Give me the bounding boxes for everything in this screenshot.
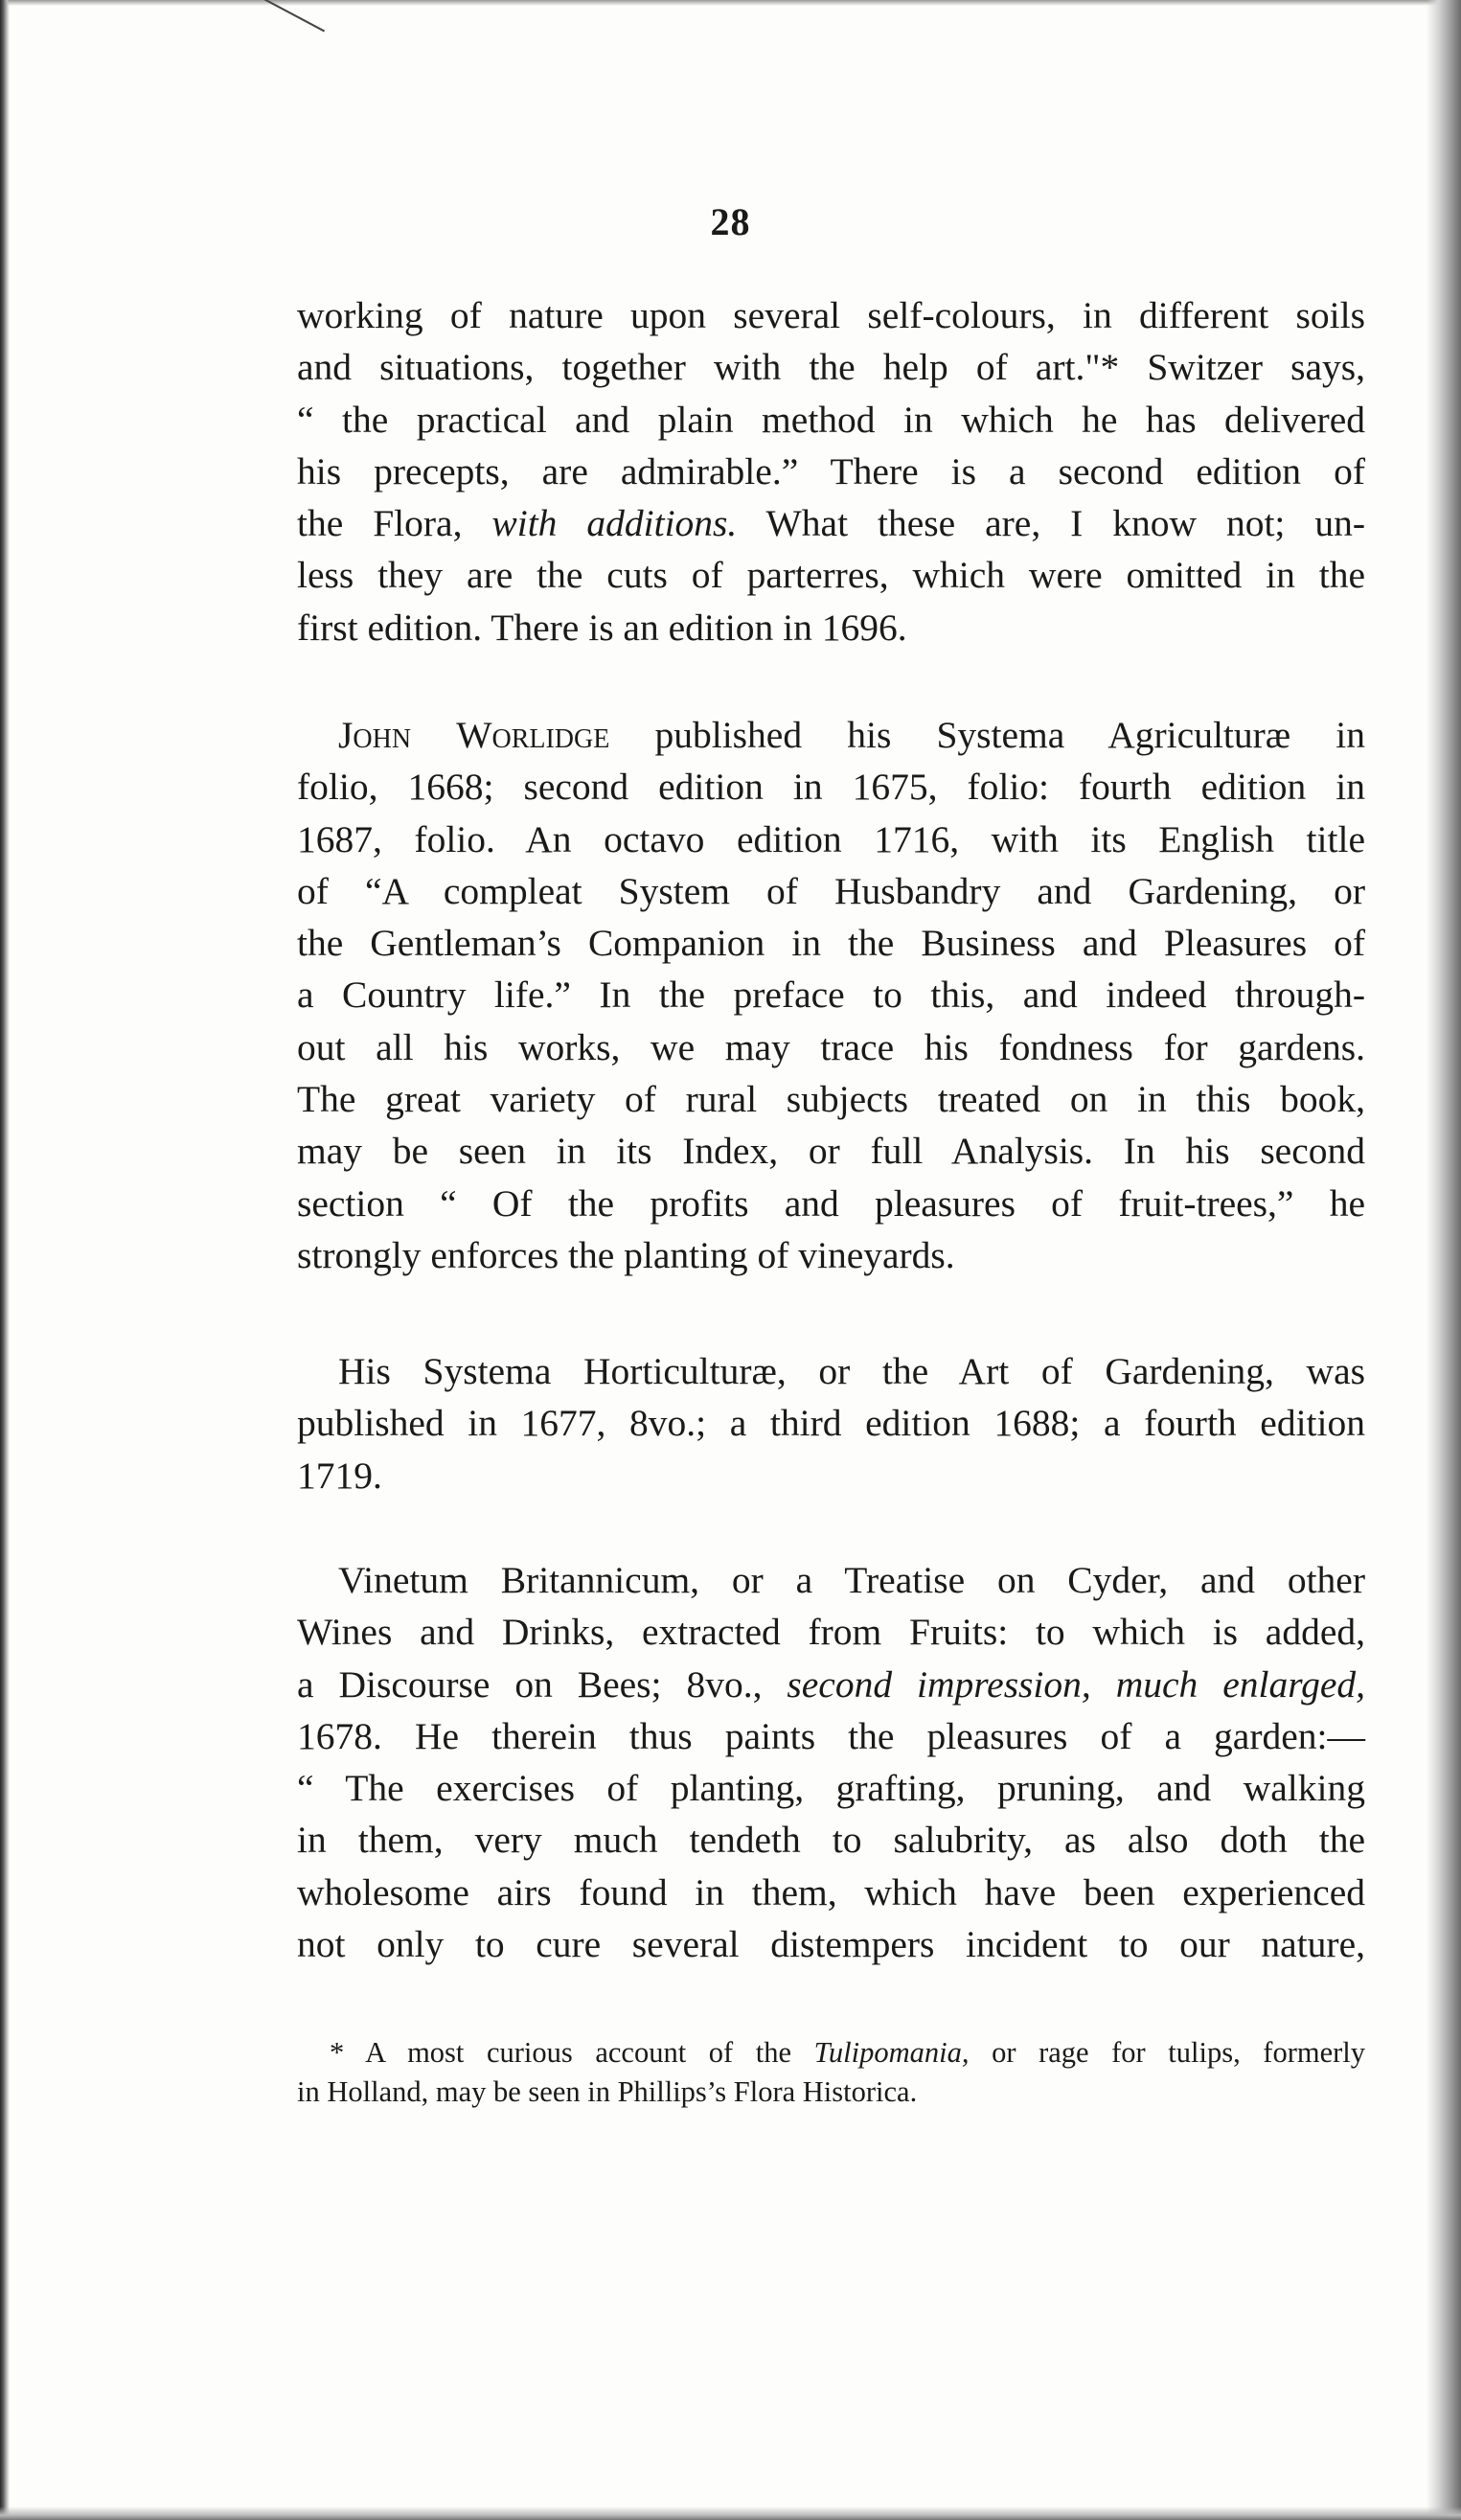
text-line (297, 497, 1365, 549)
text-line (297, 709, 1365, 761)
text-line (297, 1659, 1365, 1710)
page-left-edge (0, 0, 10, 2520)
text-line: a Country life.” In the preface to this, and indeed through- (297, 974, 1365, 1017)
text-line: The great variety of rural subjects treated on in this book, (297, 1078, 1365, 1121)
text-line: out all his works, we may trace his fondness for gardens. (297, 1025, 1365, 1068)
text-line: strongly enforces the planting of vineyards. (297, 1233, 955, 1276)
footnote-line: in Holland, may be seen in Phillips’s Flora Historica. (297, 2075, 918, 2108)
paragraph-1 (297, 289, 1365, 653)
text-line: “ the practical and plain method in which he has delivered (297, 398, 1365, 441)
footnote (297, 2033, 1365, 2112)
text-line: folio, 1668; second edition in 1675, folio: fourth edition in (297, 766, 1365, 809)
text-line: published in 1677, 8vo.; a third edition 1688; a fourth edition (297, 1402, 1365, 1445)
paragraph-2 (297, 709, 1365, 1281)
footnote-line (297, 2033, 1365, 2073)
page-bottom-edge (0, 2507, 1461, 2520)
text-line: 1687, folio. An octavo edition 1716, with its English title (297, 817, 1365, 860)
paragraph-4 (297, 1554, 1365, 1970)
text-line: of “A compleat System of Husbandry and Gardening, or (297, 869, 1365, 912)
text-line: less they are the cuts of parterres, which were omitted in the (297, 554, 1365, 597)
text-line: Wines and Drinks, extracted from Fruits: to which is added, (297, 1611, 1365, 1654)
text-run: or rage for tulips, formerly (969, 2036, 1365, 2069)
text-line: 1719. (297, 1454, 382, 1497)
text-line: section “ Of the profits and pleasures of fruit-trees,” he (297, 1181, 1365, 1225)
text-line: His Systema Horticulturæ, or the Art of Gardening, was (338, 1350, 1365, 1392)
text-line: may be seen in its Index, or full Analysis. In his second (297, 1130, 1365, 1173)
text-run: published his Systema Agriculturæ in (609, 714, 1366, 756)
text-line: in them, very much tendeth to salubrity, as also doth the (297, 1819, 1365, 1862)
author-first-name: John (338, 714, 412, 756)
text-run: * A most curious account of the (330, 2036, 814, 2069)
text-run: What these are, I know not; un- (737, 502, 1365, 545)
page-number: 28 (710, 200, 751, 243)
page-top-edge (0, 0, 1461, 6)
page-right-edge (1427, 0, 1461, 2520)
text-run: the Flora, (297, 502, 492, 545)
italic-text: second impression, much enlarged, (787, 1662, 1366, 1706)
italic-text: Tulipomania, (813, 2036, 970, 2069)
text-line: 1678. He therein thus paints the pleasures of a garden:— (297, 1714, 1365, 1757)
text-line: and situations, together with the help of art."* Switzer says, (297, 346, 1365, 389)
text-line: “ The exercises of planting, grafting, pruning, and walking (297, 1767, 1365, 1810)
text-line: not only to cure several distempers incident to our nature, (297, 1923, 1365, 1966)
text-line: wholesome airs found in them, which have been experienced (297, 1870, 1365, 1913)
text-line: his precepts, are admirable.” There is a second edition of (297, 449, 1365, 493)
paragraph-3 (297, 1345, 1365, 1501)
text-line: the Gentleman’s Companion in the Business and Pleasures of (297, 922, 1365, 965)
author-last-name: Worlidge (456, 714, 610, 756)
text-line: first edition. There is an edition in 1696. (297, 606, 907, 649)
text-line: working of nature upon several self-colours, in different soils (297, 294, 1365, 336)
italic-text: with additions. (491, 502, 738, 545)
text-line: Vinetum Britannicum, or a Treatise on Cyder, and other (338, 1559, 1365, 1601)
text-run: a Discourse on Bees; 8vo., (297, 1662, 788, 1706)
